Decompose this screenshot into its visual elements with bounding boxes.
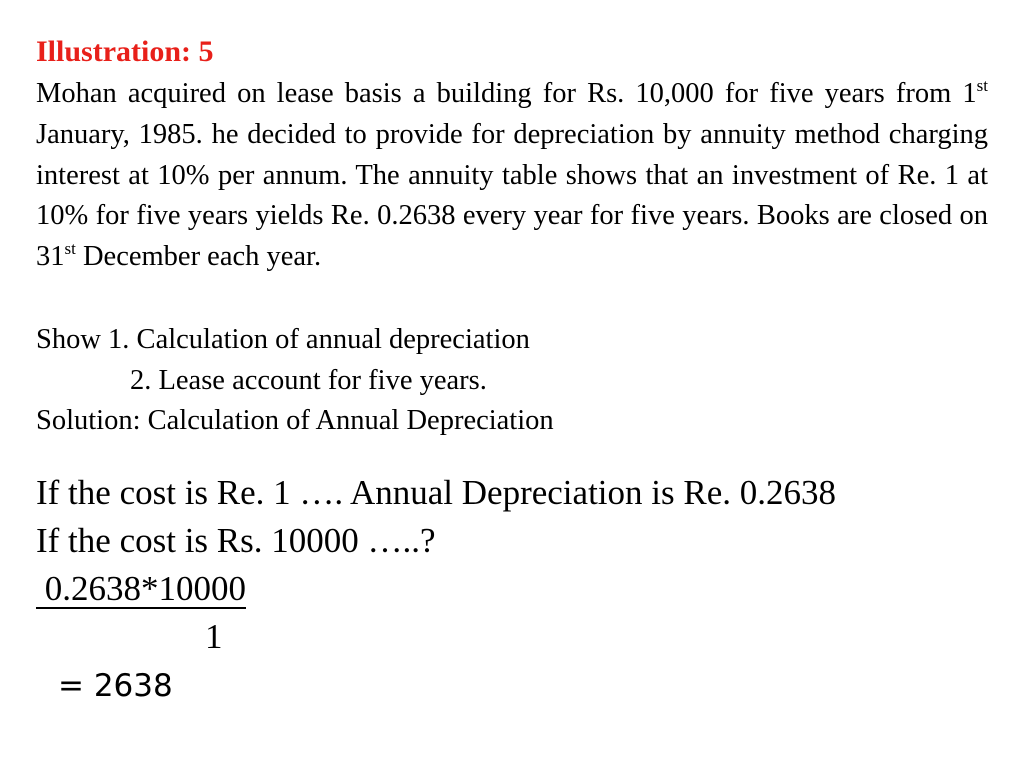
- calc-line-1: If the cost is Re. 1 …. Annual Depreciation is Re. 0.2638: [36, 473, 836, 512]
- solution-heading: Solution: Calculation of Annual Depreciation: [36, 405, 554, 436]
- problem-text-part-1: Mohan acquired on lease basis a building for Rs. 10,000 for five years from 1: [36, 78, 977, 109]
- fraction-denominator: 1: [205, 617, 223, 656]
- show-line-2: 2. Lease account for five years.: [130, 365, 487, 396]
- fraction-numerator: 0.2638*10000: [36, 569, 246, 608]
- problem-text-part-2: January, 1985. he decided to provide for depreciation by annuity method charging interest at 10% per annum. The annuity table shows that an investment of Re. 1 at 10% for five years yields Re. 0.2638 every year for five years. Books are closed on 31: [36, 118, 988, 273]
- problem-text-part-3: December each year.: [75, 241, 322, 273]
- illustration-title: Illustration: 5: [36, 35, 214, 68]
- calc-line-2: If the cost is Rs. 10000 …..?: [36, 521, 436, 560]
- show-line-1: Show 1. Calculation of annual depreciation: [36, 324, 530, 355]
- problem-statement: [36, 74, 988, 278]
- superscript-st-2: st: [64, 239, 76, 259]
- calc-result: = 2638: [58, 668, 173, 704]
- superscript-st-1: st: [976, 76, 988, 95]
